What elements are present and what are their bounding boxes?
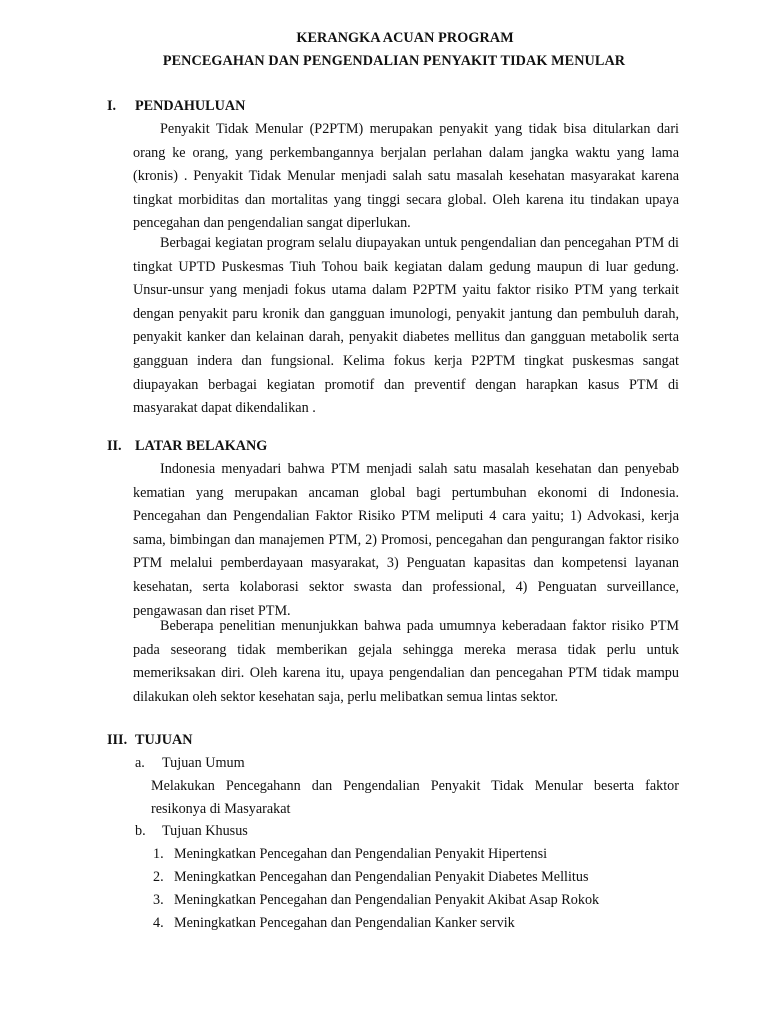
subsection-marker: b. [135, 823, 146, 839]
subsection-label: Tujuan Umum [162, 755, 245, 771]
section-number: II. [107, 438, 122, 454]
section-title: TUJUAN [135, 732, 193, 748]
list-item-number: 2. [153, 869, 164, 885]
section-number: III. [107, 732, 128, 748]
paragraph: Penyakit Tidak Menular (P2PTM) merupakan penyakit yang tidak bisa ditularkan dari orang ke orang, yang perkembangannya berjalan perlahan dalam jangka waktu yang lama (kronis) . Penyakit Tidak Menular menjadi salah satu masalah kesehatan masyarakat karena tingkat morbiditas dan mortalitas yang tinggi secara global. Oleh karena itu tindakan upaya pencegahan dan pengendalian sangat diperlukan. [133, 121, 679, 232]
tujuan-umum-text-line2: resikonya di Masyarakat [151, 801, 291, 817]
section-heading-latar-belakang [107, 435, 267, 459]
paragraph: Berbagai kegiatan program selalu diupayakan untuk pengendalian dan pencegahan PTM di tingkat UPTD Puskesmas Tiuh Tohou baik kegiatan dalam gedung maupun di luar gedung. Unsur-unsur yang menjadi fokus utama dalam P2PTM yaitu faktor risiko PTM yang terkait dengan penyakit paru kronik dan gangguan imunologi, penyakit jantung dan pembuluh darah, penyakit kanker dan kelainan darah, penyakit diabetes mellitus dan gangguan metabolik serta gangguan indera dan fungsional. Kelima fokus kerja P2PTM tingkat puskesmas sangat diupayakan berbagai kegiatan promotif dan preventif dengan harapkan kasus PTM di masyarakat dapat dikendalikan . [133, 235, 679, 417]
subsection-label: Tujuan Khusus [162, 823, 248, 839]
list-item [153, 843, 547, 867]
list-item-text: Meningkatkan Pencegahan dan Pengendalian Kanker servik [174, 915, 515, 931]
subsection-marker: a. [135, 755, 145, 771]
section-heading-tujuan [107, 729, 193, 753]
paragraph: Beberapa penelitian menunjukkan bahwa pada umumnya keberadaan faktor risiko PTM pada seseorang tidak memberikan gejala sehingga mereka merasa tidak perlu untuk memeriksakan diri. Oleh karena itu, upaya pengendalian dan pencegahan PTM tidak mampu dilakukan oleh sektor kesehatan saja, perlu melibatkan semua lintas sektor. [133, 618, 679, 705]
document-subtitle: PENCEGAHAN DAN PENGENDALIAN PENYAKIT TIDAK MENULAR [162, 53, 626, 69]
list-item-text: Meningkatkan Pencegahan dan Pengendalian Penyakit Akibat Asap Rokok [174, 892, 600, 908]
list-item-number: 4. [153, 915, 164, 931]
subsection-tujuan-khusus [135, 820, 248, 844]
list-item-number: 1. [153, 846, 164, 862]
list-item [153, 889, 599, 913]
subsection-tujuan-umum [135, 752, 245, 776]
section-heading-pendahuluan [107, 95, 245, 119]
list-item [153, 866, 588, 890]
section-title: PENDAHULUAN [135, 98, 246, 114]
paragraph: Indonesia menyadari bahwa PTM menjadi salah satu masalah kesehatan dan penyebab kematian yang merupakan ancaman global bagi pertumbuhan ekonomi di Indonesia. Pencegahan dan Pengendalian Faktor Risiko PTM meliputi 4 cara yaitu; 1) Advokasi, kerja sama, bimbingan dan manajemen PTM, 2) Promosi, pencegahan dan pengurangan faktor risiko PTM melalui pemberdayaan masyarakat, 3) Penguatan kapasitas dan kompetensi layanan kesehatan, serta kolaborasi sektor swasta dan professional, 4) Penguatan surveillance, pengawasan dan riset PTM. [133, 461, 679, 619]
list-item-text: Meningkatkan Pencegahan dan Pengendalian Penyakit Diabetes Mellitus [174, 869, 589, 885]
document-title: KERANGKA ACUAN PROGRAM [296, 30, 514, 46]
tujuan-umum-text-line1: Melakukan Pencegahann dan Pengendalian Penyakit Tidak Menular beserta faktor [151, 778, 679, 794]
section-number: I. [107, 98, 117, 114]
list-item-number: 3. [153, 892, 164, 908]
list-item [153, 912, 515, 936]
list-item-text: Meningkatkan Pencegahan dan Pengendalian Penyakit Hipertensi [174, 846, 548, 862]
section-title: LATAR BELAKANG [135, 438, 268, 454]
